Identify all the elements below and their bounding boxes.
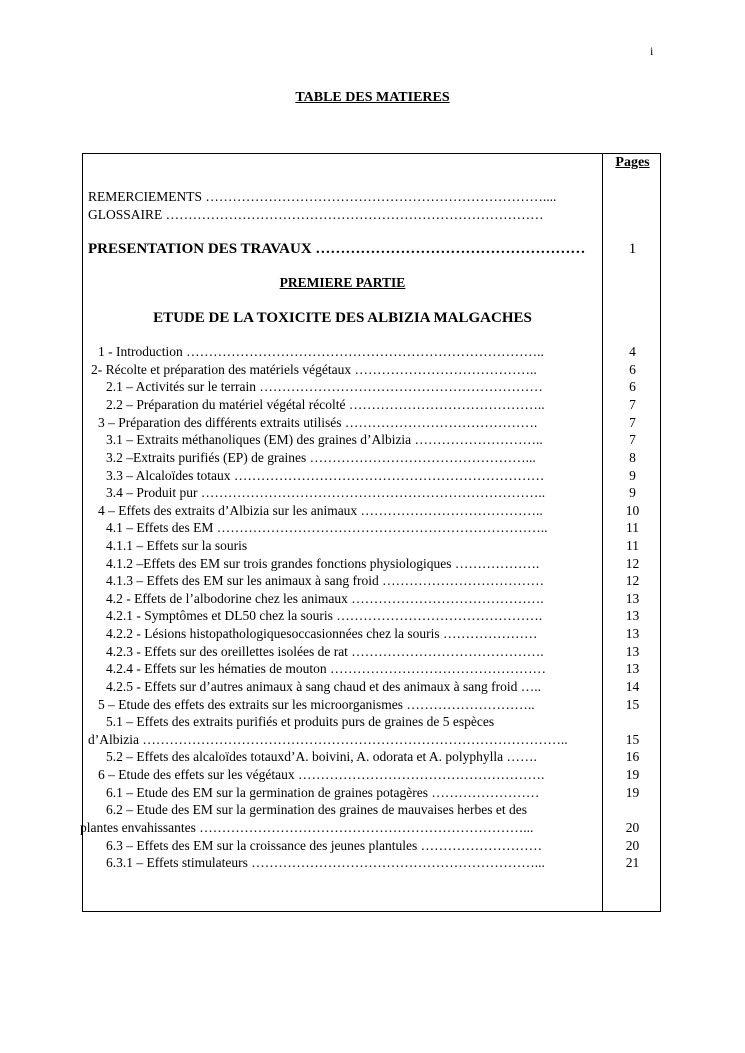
page-number: i xyxy=(650,44,654,58)
toc-page: 4 xyxy=(629,344,636,359)
toc-entry: 5.1 – Effets des extraits purifiés et produits purs de graines de 5 espèces xyxy=(106,714,495,729)
toc-page: 11 xyxy=(626,520,639,535)
toc-page: 7 xyxy=(629,432,636,447)
toc-entry: 4.1.2 –Effets des EM sur trois grandes fonctions physiologiques ………………. xyxy=(106,556,540,571)
toc-page: 19 xyxy=(625,785,640,800)
toc-page: 13 xyxy=(625,644,640,659)
toc-page: 15 xyxy=(625,697,640,712)
toc-entry-remerciements: REMERCIEMENTS ………………………………………………………………….... xyxy=(88,189,557,204)
toc-page: 14 xyxy=(625,679,640,694)
toc-page: 9 xyxy=(629,485,636,500)
toc-entry: 4.2.4 - Effets sur les hématies de mouton ………………………………………… xyxy=(106,661,546,676)
toc-entry: 4.2.3 - Effets sur des oreillettes isolées de rat ……………………………………. xyxy=(106,644,544,659)
toc-page: 6 xyxy=(629,379,636,394)
toc-page: 7 xyxy=(629,415,636,430)
page-title: TABLE DES MATIERES xyxy=(295,90,450,105)
toc-entry: 6.3 – Effets des EM sur la croissance des jeunes plantules ……………………… xyxy=(106,838,543,853)
toc-table xyxy=(82,153,661,912)
toc-page: 13 xyxy=(625,591,640,606)
toc-entry: 4.1 – Effets des EM ……………………………………………………………….. xyxy=(106,520,548,535)
toc-entry: plantes envahissantes ………………………………………………………………... xyxy=(80,820,534,835)
toc-entry: 3.1 – Extraits méthanoliques (EM) des graines d’Albizia ……………………….. xyxy=(106,432,543,447)
toc-entry: 6.2 – Etude des EM sur la germination des graines de mauvaises herbes et des xyxy=(106,802,528,817)
toc-entry: 4 – Effets des extraits d’Albizia sur les animaux ………………………………….. xyxy=(98,503,543,518)
toc-page: 13 xyxy=(625,661,640,676)
toc-page: 13 xyxy=(625,626,640,641)
pages-column-header: Pages xyxy=(615,155,650,170)
toc-entry: 4.2.1 - Symptômes et DL50 chez la souris ………………………………………. xyxy=(106,608,543,623)
toc-page: 20 xyxy=(625,820,640,835)
toc-entry-presentation: PRESENTATION DES TRAVAUX ……………………………………………… xyxy=(88,241,586,257)
toc-entry: 6 – Etude des effets sur les végétaux ………………………………………………. xyxy=(98,767,545,782)
toc-entry: 3.3 – Alcaloïdes totaux …………………………………………………………… xyxy=(106,468,545,483)
toc-entry: 2.1 – Activités sur le terrain ……………………………………………………… xyxy=(106,379,543,394)
toc-page: 20 xyxy=(625,838,640,853)
toc-entry: 1 - Introduction …………………………………………………………………….. xyxy=(98,344,544,359)
toc-entry: 4.1.3 – Effets des EM sur les animaux à sang froid ……………………………… xyxy=(106,573,545,588)
toc-page: 6 xyxy=(629,362,636,377)
part-subtitle: ETUDE DE LA TOXICITE DES ALBIZIA MALGACHES xyxy=(153,310,532,326)
toc-page: 12 xyxy=(625,556,640,571)
toc-entry: 4.2 - Effets de l’albodorine chez les animaux ……………………………………. xyxy=(106,591,544,606)
part-heading: PREMIERE PARTIE xyxy=(279,275,406,290)
toc-entry: 5.2 – Effets des alcaloïdes totauxd’A. boivini, A. odorata et A. polyphylla ……. xyxy=(106,749,537,764)
toc-entry: d’Albizia ………………………………………………………………………………….. xyxy=(88,732,568,747)
toc-page: 8 xyxy=(629,450,636,465)
toc-page: 19 xyxy=(625,767,640,782)
toc-page: 11 xyxy=(626,538,639,553)
toc-entry: 2- Récolte et préparation des matériels végétaux ………………………………….. xyxy=(91,362,537,377)
toc-page: 9 xyxy=(629,468,636,483)
toc-page-presentation: 1 xyxy=(628,241,637,257)
toc-entry: 3.4 – Produit pur ………………………………………………………………….. xyxy=(106,485,546,500)
toc-page: 15 xyxy=(625,732,640,747)
toc-entry: 5 – Etude des effets des extraits sur les microorganismes ……………………….. xyxy=(98,697,535,712)
toc-entry: 4.2.5 - Effets sur d’autres animaux à sang chaud et des animaux à sang froid ….. xyxy=(106,679,541,694)
toc-entry: 4.1.1 – Effets sur la souris xyxy=(106,538,248,553)
toc-entry: 6.3.1 – Effets stimulateurs ………………………………………………………... xyxy=(106,855,545,870)
toc-entry: 3 – Préparation des différents extraits utilisés ……………………………………. xyxy=(98,415,538,430)
toc-page: 16 xyxy=(625,749,640,764)
toc-entry-glossaire: GLOSSAIRE ………………………………………………………………………… xyxy=(88,207,544,222)
toc-entry: 3.2 –Extraits purifiés (EP) de graines …………………………………………... xyxy=(106,450,536,465)
toc-entry: 6.1 – Etude des EM sur la germination de graines potagères …………………… xyxy=(106,785,540,800)
toc-entry: 4.2.2 - Lésions histopathologiquesoccasionnées chez la souris ………………… xyxy=(106,626,538,641)
toc-page: 10 xyxy=(625,503,640,518)
toc-page: 12 xyxy=(625,573,640,588)
toc-page: 7 xyxy=(629,397,636,412)
toc-page: 13 xyxy=(625,608,640,623)
toc-page: 21 xyxy=(625,855,640,870)
toc-entry: 2.2 – Préparation du matériel végétal récolté …………………………………….. xyxy=(106,397,545,412)
